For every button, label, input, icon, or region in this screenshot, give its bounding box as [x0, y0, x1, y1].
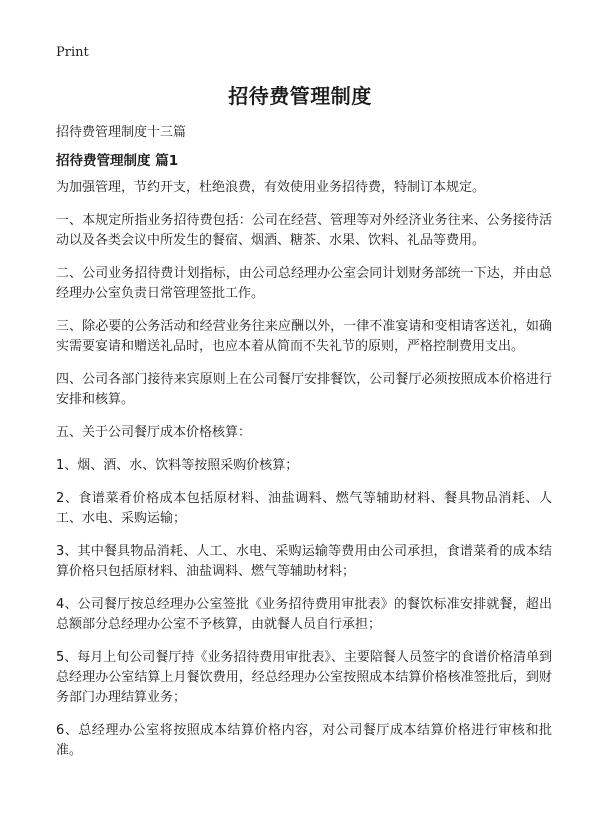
paragraph-2: 二、公司业务招待费计划指标，由公司总经理办公室会同计划财务部统一下达，并由总经理办公室负责日常管理签批工作。: [56, 266, 552, 301]
list-item-1: 1、烟、酒、水、饮料等按照采购价核算；: [56, 458, 299, 473]
paragraph-intro: 为加强管理，节约开支，杜绝浪费，有效使用业务招待费，特制订本规定。: [56, 180, 486, 195]
print-link[interactable]: Print: [56, 45, 89, 60]
paragraph-3: 三、除必要的公务活动和经营业务往来应酬以外，一律不准宴请和变相请客送礼，如确实需要宴请和赠送礼品时，也应本着从简而不失礼节的原则，严格控制费用支出。: [56, 319, 552, 354]
list-item-2: 2、食谱菜肴价格成本包括原材料、油盐调料、燃气等辅助材料、餐具物品消耗、人工、水电、采购运输；: [56, 491, 552, 526]
document-subtitle: 招待费管理制度十三篇: [56, 125, 187, 140]
page-title: 招待费管理制度: [228, 84, 372, 108]
paragraph-5: 五、关于公司餐厅成本价格核算：: [56, 425, 252, 440]
list-item-3: 3、其中餐具物品消耗、人工、水电、采购运输等费用由公司承担，食谱菜肴的成本结算价格只包括原材料、油盐调料、燃气等辅助材料；: [56, 544, 552, 579]
list-item-4: 4、公司餐厅按总经理办公室签批《业务招待费用审批表》的餐饮标准安排就餐，超出总额部分总经理办公室不予核算，由就餐人员自行承担；: [56, 597, 552, 632]
paragraph-4: 四、公司各部门接待来宾原则上在公司餐厅安排餐饮，公司餐厅必须按照成本价格进行安排和核算。: [56, 372, 552, 407]
list-item-5: 5、每月上旬公司餐厅持《业务招待费用审批表》、主要陪餐人员签字的食谱价格清单到总经理办公室结算上月餐饮费用，经总经理办公室按照成本结算价格核准签批后，到财务部门办理结算业务；: [56, 650, 552, 705]
paragraph-1: 一、本规定所指业务招待费包括：公司在经营、管理等对外经济业务往来、公务接待活动以及各类会议中所发生的餐宿、烟酒、糖茶、水果、饮料、礼品等费用。: [56, 213, 552, 248]
section-heading: 招待费管理制度 篇1: [56, 153, 179, 169]
list-item-6: 6、总经理办公室将按照成本结算价格内容，对公司餐厅成本结算价格进行审核和批准。: [56, 723, 552, 758]
document-body: [56, 178, 552, 774]
